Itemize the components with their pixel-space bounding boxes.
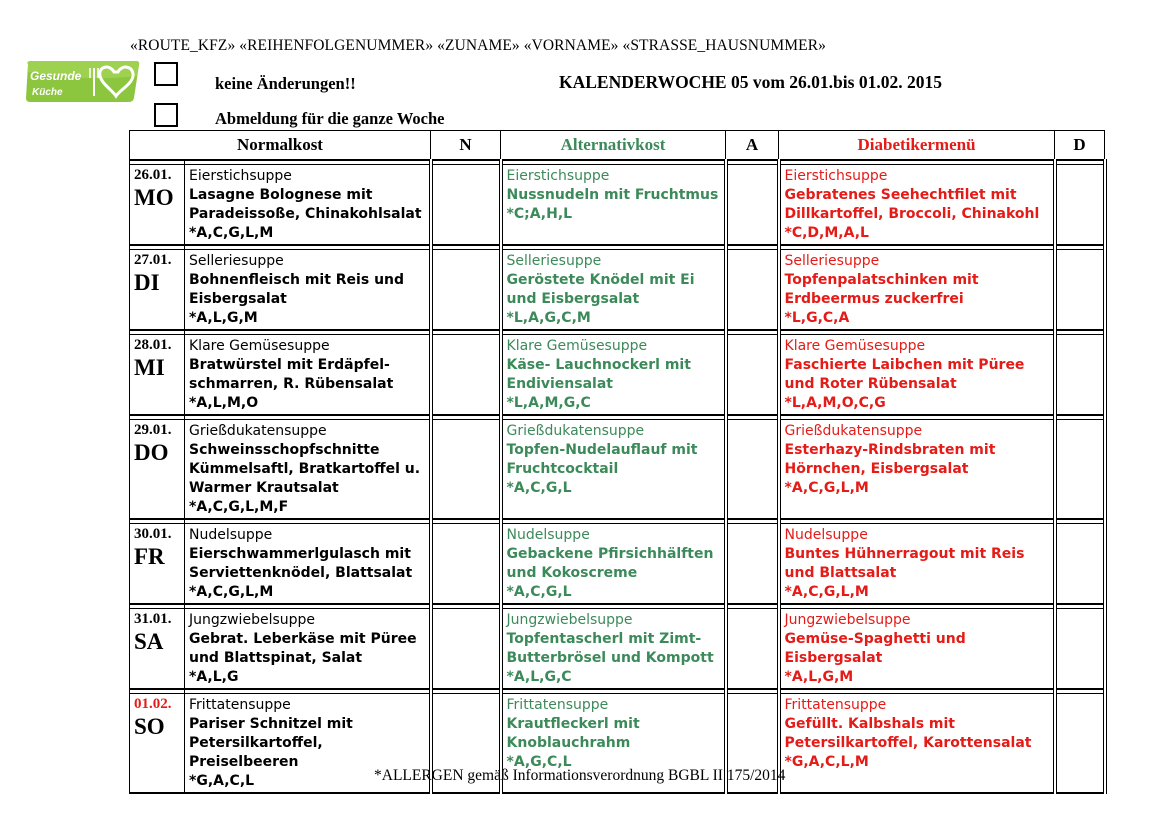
normal-menu-cell-dish: Pariser Schnitzel mit Petersilkartoffel, Preiselbeeren: [189, 716, 353, 770]
header-d: D: [1055, 131, 1105, 161]
allergen-footnote: *ALLERGEN gemäß Informationsverordnung BGBL II 175/2014: [374, 767, 786, 784]
alternative-menu-cell-allergens: *L,A,G,C,M: [506, 310, 591, 326]
diabetic-mark-cell[interactable]: [1055, 165, 1105, 246]
day-row: [130, 609, 1105, 690]
header-alternative: Alternativkost: [501, 131, 726, 161]
diabetic-menu-cell: [779, 420, 1055, 520]
logo-text-line1: Gesunde: [30, 69, 82, 83]
diabetic-menu-cell: [779, 609, 1055, 690]
normal-menu-cell: [185, 335, 431, 416]
normal-menu-cell-dish: Bohnenfleisch mit Reis und Eisbergsalat: [189, 272, 405, 307]
normal-menu-cell-dish: Bratwürstel mit Erdäpfel-schmarren, R. Rübensalat: [189, 357, 394, 392]
alternative-mark-cell[interactable]: [726, 420, 779, 520]
day-cell: [130, 609, 185, 690]
header-n: N: [431, 131, 501, 161]
day-name: SO: [134, 714, 165, 739]
day-cell: [130, 420, 185, 520]
normal-menu-cell-dish: Schweinsschopfschnitte Kümmelsaftl, Bratkartoffel u. Warmer Krautsalat: [189, 442, 421, 496]
alternative-menu-cell-allergens: *L,A,M,G,C: [506, 395, 591, 411]
normal-mark-cell[interactable]: [431, 420, 501, 520]
day-cell: [130, 335, 185, 416]
alternative-menu-cell: [501, 165, 726, 246]
day-name: DI: [134, 270, 160, 295]
header-normal: Normalkost: [130, 131, 431, 161]
diabetic-menu-cell-allergens: *A,C,G,L,M: [784, 480, 869, 496]
diabetic-mark-cell[interactable]: [1055, 694, 1105, 794]
day-date: 01.02.: [134, 696, 172, 712]
normal-menu-cell: [185, 524, 431, 605]
header-diabetic: Diabetikermenü: [779, 131, 1055, 161]
diabetic-menu-cell-soup: Klare Gemüsesuppe: [784, 338, 926, 354]
normal-menu-cell-allergens: *A,C,G,L,M,F: [189, 499, 289, 515]
diabetic-mark-cell[interactable]: [1055, 609, 1105, 690]
day-row: [130, 420, 1105, 520]
normal-menu-cell-dish: Eierschwammerlgulasch mit Serviettenknödel, Blattsalat: [189, 546, 413, 581]
alternative-menu-cell: [501, 250, 726, 331]
day-cell: [130, 524, 185, 605]
merge-fields-line: «ROUTE_KFZ» «REIHENFOLGENUMMER» «ZUNAME» «VORNAME» «STRASSE_HAUSNUMMER»: [130, 37, 827, 54]
alternative-menu-cell: [501, 420, 726, 520]
diabetic-menu-cell-dish: Gemüse-Spaghetti und Eisbergsalat: [784, 631, 966, 666]
diabetic-menu-cell-dish: Buntes Hühnerragout mit Reis und Blattsalat: [784, 546, 1025, 581]
day-name: SA: [134, 629, 164, 654]
normal-menu-cell-allergens: *A,C,G,L,M: [189, 225, 274, 241]
table-bottom-border: [130, 793, 1105, 796]
normal-mark-cell[interactable]: [431, 609, 501, 690]
header-a: A: [726, 131, 779, 161]
diabetic-menu-cell: [779, 694, 1055, 794]
diabetic-mark-cell[interactable]: [1055, 250, 1105, 331]
alternative-mark-cell[interactable]: [726, 524, 779, 605]
alternative-menu-cell-soup: Jungzwiebelsuppe: [506, 612, 633, 628]
normal-menu-cell: [185, 420, 431, 520]
alternative-menu-cell-dish: Nussnudeln mit Fruchtmus: [506, 187, 719, 203]
alternative-menu-cell-allergens: *A,G,C,L: [506, 754, 572, 770]
normal-menu-cell-soup: Selleriesuppe: [189, 253, 284, 269]
diabetic-menu-cell-allergens: *A,L,G,M: [784, 669, 854, 685]
diabetic-menu-cell-soup: Grießdukatensuppe: [784, 423, 923, 439]
alternative-menu-cell-allergens: *A,C,G,L: [506, 480, 572, 496]
alternative-menu-cell: [501, 524, 726, 605]
diabetic-menu-cell-allergens: *L,A,M,O,C,G: [784, 395, 886, 411]
diabetic-menu-cell-allergens: *G,A,C,L,M: [784, 754, 869, 770]
day-row: [130, 250, 1105, 331]
alternative-mark-cell[interactable]: [726, 250, 779, 331]
normal-menu-cell-allergens: *A,L,G,M: [189, 310, 258, 326]
diabetic-menu-cell-allergens: *L,G,C,A: [784, 310, 850, 326]
gesunde-kueche-logo: [24, 58, 142, 104]
day-date: 28.01.: [134, 337, 172, 353]
normal-menu-cell-soup: Grießdukatensuppe: [189, 423, 327, 439]
normal-menu-cell-allergens: *A,L,G: [189, 669, 239, 685]
alternative-menu-cell-dish: Käse- Lauchnockerl mit Endiviensalat: [506, 357, 691, 392]
diabetic-menu-cell-soup: Eierstichsuppe: [784, 168, 888, 184]
week-title: KALENDERWOCHE 05 vom 26.01.bis 01.02. 2015: [559, 72, 942, 92]
alternative-menu-cell-dish: Geröstete Knödel mit Ei und Eisbergsalat: [506, 272, 695, 307]
menu-body: [130, 160, 1105, 796]
alternative-mark-cell[interactable]: [726, 335, 779, 416]
day-row: [130, 165, 1105, 246]
alternative-menu-cell-soup: Nudelsuppe: [506, 527, 590, 543]
diabetic-menu-cell: [779, 165, 1055, 246]
normal-menu-cell: [185, 609, 431, 690]
alternative-menu-cell-dish: Krautfleckerl mit Knoblauchrahm: [506, 716, 640, 751]
normal-menu-cell-dish: Lasagne Bolognese mit Paradeissoße, Chinakohlsalat: [189, 187, 422, 222]
logo-text-line2: Küche: [32, 87, 63, 98]
diabetic-menu-cell-soup: Frittatensuppe: [784, 697, 887, 713]
normal-menu-cell-soup: Frittatensuppe: [189, 697, 291, 713]
alternative-menu-cell-soup: Klare Gemüsesuppe: [506, 338, 648, 354]
day-cell: [130, 250, 185, 331]
weekly-menu-table: [129, 130, 1107, 796]
day-date: 31.01.: [134, 611, 172, 627]
normal-menu-cell-allergens: *A,L,M,O: [189, 395, 259, 411]
diabetic-mark-cell[interactable]: [1055, 335, 1105, 416]
diabetic-menu-cell-dish: Topfenpalatschinken mit Erdbeermus zuckerfrei: [784, 272, 979, 307]
alternative-menu-cell-soup: Selleriesuppe: [506, 253, 602, 269]
normal-menu-cell-soup: Klare Gemüsesuppe: [189, 338, 330, 354]
day-date: 27.01.: [134, 252, 172, 268]
normal-menu-cell-soup: Nudelsuppe: [189, 527, 273, 543]
normal-mark-cell[interactable]: [431, 524, 501, 605]
day-name: DO: [134, 440, 169, 465]
day-date: 30.01.: [134, 526, 172, 542]
normal-menu-cell: [185, 250, 431, 331]
day-row: [130, 524, 1105, 605]
diabetic-menu-cell: [779, 335, 1055, 416]
day-date: 29.01.: [134, 422, 172, 438]
cancel-week-label: Abmeldung für die ganze Woche: [215, 109, 445, 128]
alternative-menu-cell: [501, 335, 726, 416]
normal-menu-cell-allergens: *G,A,C,L: [189, 773, 255, 789]
day-cell: [130, 694, 185, 794]
normal-menu-cell-allergens: *A,C,G,L,M: [189, 584, 274, 600]
day-name: FR: [134, 544, 165, 569]
normal-mark-cell[interactable]: [431, 335, 501, 416]
table-header-row: [130, 131, 1105, 161]
no-changes-checkbox[interactable]: [154, 62, 178, 86]
alternative-mark-cell[interactable]: [726, 165, 779, 246]
day-row: [130, 335, 1105, 416]
diabetic-menu-cell-soup: Nudelsuppe: [784, 527, 868, 543]
normal-mark-cell[interactable]: [431, 165, 501, 246]
diabetic-menu-cell-soup: Jungzwiebelsuppe: [784, 612, 911, 628]
diabetic-mark-cell[interactable]: [1055, 524, 1105, 605]
diabetic-menu-cell: [779, 250, 1055, 331]
normal-menu-cell-dish: Gebrat. Leberkäse mit Püree und Blattspinat, Salat: [189, 631, 417, 666]
alternative-menu-cell-soup: Grießdukatensuppe: [506, 423, 645, 439]
no-changes-label: keine Änderungen!!: [215, 74, 356, 93]
diabetic-menu-cell-dish: Gefüllt. Kalbshals mit Petersilkartoffel, Karottensalat: [784, 716, 1032, 751]
diabetic-menu-cell-dish: Faschierte Laibchen mit Püree und Roter Rübensalat: [784, 357, 1025, 392]
diabetic-menu-cell-soup: Selleriesuppe: [784, 253, 880, 269]
normal-mark-cell[interactable]: [431, 250, 501, 331]
alternative-mark-cell[interactable]: [726, 609, 779, 690]
alternative-menu-cell-allergens: *A,C,G,L: [506, 584, 572, 600]
normal-menu-cell-soup: Jungzwiebelsuppe: [189, 612, 316, 628]
day-cell: [130, 165, 185, 246]
day-name: MO: [134, 185, 174, 210]
diabetic-menu-cell-allergens: *C,D,M,A,L: [784, 225, 869, 241]
diabetic-menu-cell: [779, 524, 1055, 605]
diabetic-menu-cell-dish: Esterhazy-Rindsbraten mit Hörnchen, Eisbergsalat: [784, 442, 996, 477]
bottom-border-cell: [130, 793, 1105, 796]
alternative-menu-cell: [501, 609, 726, 690]
cancel-week-checkbox[interactable]: [154, 103, 178, 127]
alternative-menu-cell-allergens: *C;A,H,L: [506, 206, 573, 222]
alternative-menu-cell-soup: Frittatensuppe: [506, 697, 609, 713]
alternative-menu-cell-soup: Eierstichsuppe: [506, 168, 610, 184]
alternative-menu-cell-allergens: *A,L,G,C: [506, 669, 572, 685]
normal-menu-cell-soup: Eierstichsuppe: [189, 168, 292, 184]
alternative-menu-cell-dish: Topfentascherl mit Zimt-Butterbrösel und Kompott: [506, 631, 714, 666]
day-date: 26.01.: [134, 167, 172, 183]
diabetic-menu-cell-dish: Gebratenes Seehechtfilet mit Dillkartoffel, Broccoli, Chinakohl: [784, 187, 1040, 222]
normal-menu-cell: [185, 165, 431, 246]
day-name: MI: [134, 355, 165, 380]
diabetic-mark-cell[interactable]: [1055, 420, 1105, 520]
alternative-menu-cell-dish: Gebackene Pfirsichhälften und Kokoscreme: [506, 546, 714, 581]
diabetic-menu-cell-allergens: *A,C,G,L,M: [784, 584, 869, 600]
alternative-menu-cell-dish: Topfen-Nudelauflauf mit Fruchtcocktail: [506, 442, 698, 477]
